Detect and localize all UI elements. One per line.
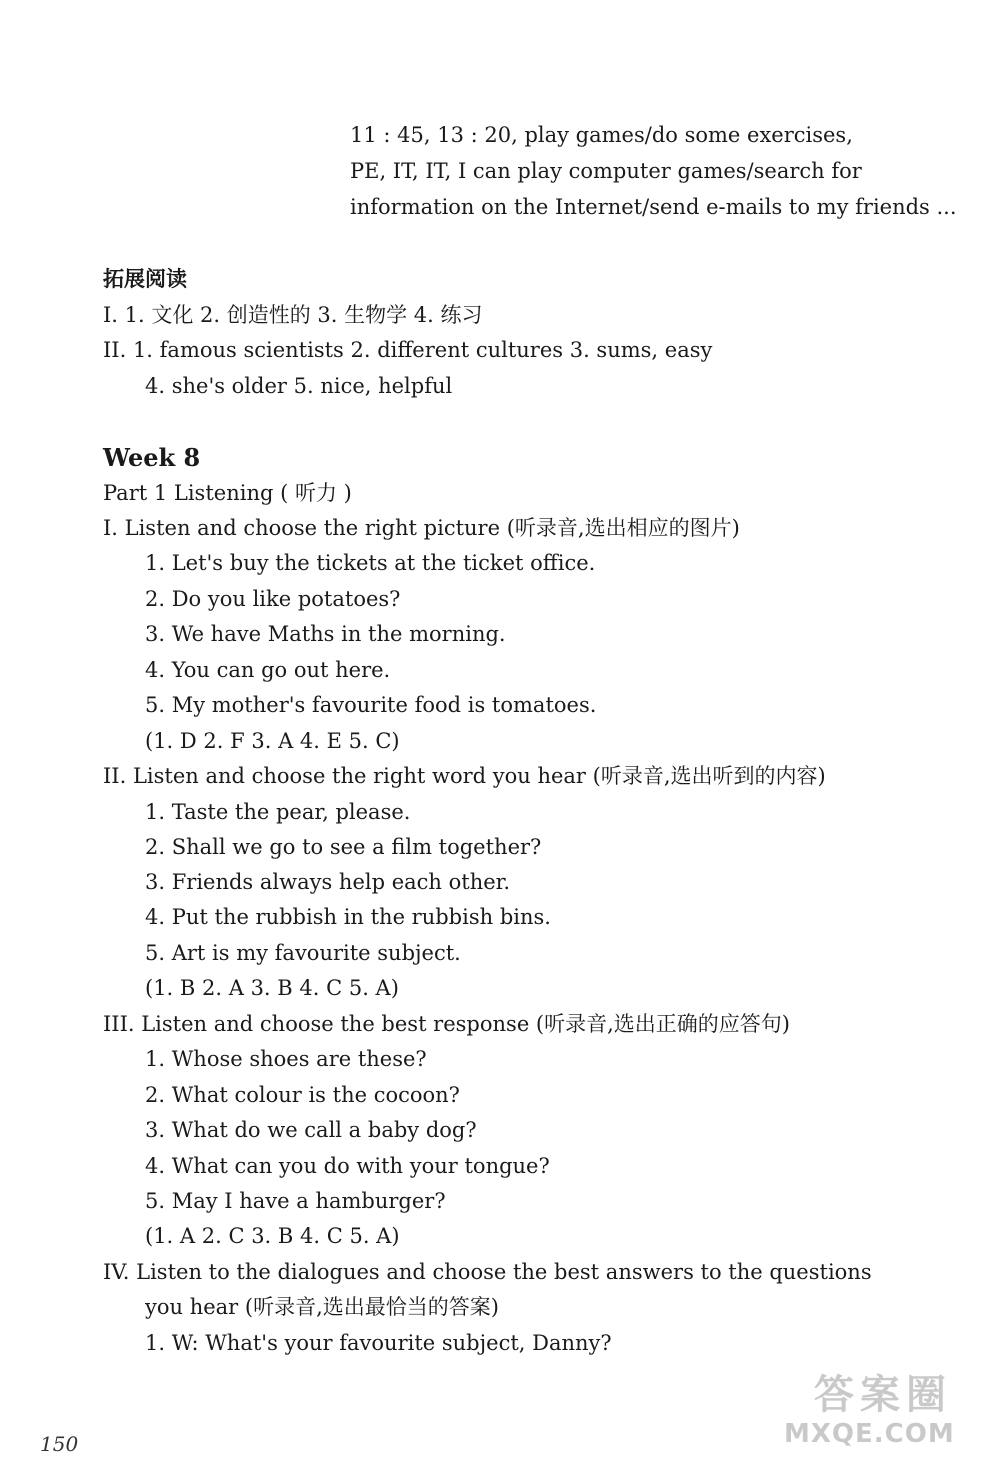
list-item: 5. My mother's favourite food is tomatoes. — [145, 693, 597, 717]
answer-key: (1. B 2. A 3. B 4. C 5. A) — [145, 976, 399, 1000]
list-item: 3. We have Maths in the morning. — [145, 622, 506, 646]
list-item: 2. What colour is the cocoon? — [145, 1083, 460, 1107]
answer-line: I. 1. 文化 2. 创造性的 3. 生物学 4. 练习 — [103, 303, 483, 327]
question-heading: III. Listen and choose the best response (听录音,选出正确的应答句) — [103, 1012, 790, 1036]
list-item: 1. W: What's your favourite subject, Danny? — [145, 1331, 612, 1355]
answer-line: 11 : 45, 13 : 20, play games/do some exercises, — [350, 123, 853, 147]
part-heading: Part 1 Listening ( 听力 ) — [103, 481, 352, 505]
list-item: 5. May I have a hamburger? — [145, 1189, 446, 1213]
list-item: 4. Put the rubbish in the rubbish bins. — [145, 905, 551, 929]
answer-line: 4. she's older 5. nice, helpful — [145, 374, 453, 398]
page-number: 150 — [40, 1432, 79, 1456]
list-item: 5. Art is my favourite subject. — [145, 941, 461, 965]
list-item: 1. Taste the pear, please. — [145, 800, 411, 824]
watermark-top: 答案圈 — [814, 1372, 952, 1418]
question-heading: IV. Listen to the dialogues and choose the best answers to the questions — [103, 1260, 872, 1284]
answer-line: II. 1. famous scientists 2. different cultures 3. sums, easy — [103, 338, 713, 362]
list-item: 3. What do we call a baby dog? — [145, 1118, 477, 1142]
list-item: 4. You can go out here. — [145, 658, 391, 682]
answer-line: PE, IT, IT, I can play computer games/search for — [350, 159, 862, 183]
answer-key: (1. D 2. F 3. A 4. E 5. C) — [145, 729, 400, 753]
list-item: 4. What can you do with your tongue? — [145, 1154, 550, 1178]
question-heading: I. Listen and choose the right picture (听录音,选出相应的图片) — [103, 516, 740, 540]
list-item: 1. Let's buy the tickets at the ticket office. — [145, 551, 596, 575]
week-heading: Week 8 — [103, 443, 201, 472]
answer-line: information on the Internet/send e-mails to my friends ... — [350, 195, 957, 219]
question-heading-cont: you hear (听录音,选出最恰当的答案) — [145, 1295, 499, 1319]
answer-key: (1. A 2. C 3. B 4. C 5. A) — [145, 1224, 400, 1248]
list-item: 3. Friends always help each other. — [145, 870, 511, 894]
watermark-bottom: MXQE.COM — [784, 1419, 955, 1449]
section-heading: 拓展阅读 — [103, 267, 187, 291]
watermark-logo — [784, 1371, 984, 1455]
list-item: 1. Whose shoes are these? — [145, 1047, 427, 1071]
question-heading: II. Listen and choose the right word you hear (听录音,选出听到的内容) — [103, 764, 826, 788]
list-item: 2. Shall we go to see a film together? — [145, 835, 542, 859]
list-item: 2. Do you like potatoes? — [145, 587, 401, 611]
